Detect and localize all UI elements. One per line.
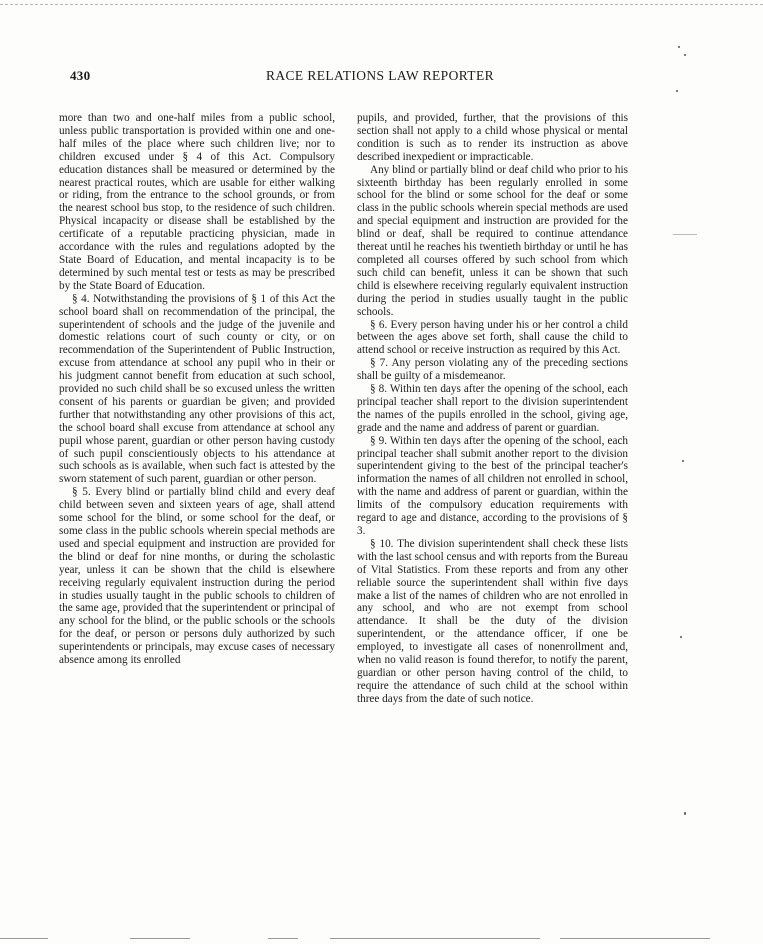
paragraph-section-5: § 5. Every blind or partially blind child and every deaf child between seven and sixteen years of age, shall attend some school for the blind, or some school for the deaf, or some class in the public schools wherein special methods are used and special equipment and instruction are provided for the blind or deaf for nine months, or during the scholastic year, unless it can be shown that the child is elsewhere receiving regularly equivalent instruction during the period in studies usually taught in the public schools to children of the same age, provided that the superintendent or principal of any school for the blind, or the public schools or the schools for the deaf, or person or persons duly authorized by such superintendents or principals, may excuse cases of necessary absence among its enrolled	[59, 486, 335, 667]
page-header	[60, 66, 700, 88]
scan-bottom-edge	[0, 938, 48, 939]
scan-speck	[673, 234, 697, 235]
paragraph-section-6: § 6. Every person having under his or her control a child between the ages above set forth, shall cause the child to attend school or receive instruction as required by this Act.	[357, 318, 628, 357]
paragraph-section-5-blind-deaf: Any blind or partially blind or deaf child who prior to his sixteenth birthday has been regularly enrolled in some school for the blind or some school for the deaf or some class in the public schools wherein special methods are used and special equipment and instruction are provided for the blind or deaf, shall be required to continue attendance thereat until he reaches his twentieth birthday or until he has completed all courses offered by such school from which such child can benefit, unless it can be shown that such child is elsewhere receiving regularly equivalent instruction during the period in studies usually taught in the public schools.	[357, 163, 628, 318]
paragraph-section-5-continued: pupils, and provided, further, that the provisions of this section shall not apply to a child whose physical or mental condition is such as to render its instruction as above described inexpedient or impracticable.	[357, 112, 628, 163]
running-title: RACE RELATIONS LAW REPORTER	[265, 68, 495, 83]
scan-speck	[680, 636, 682, 638]
page-number: 430	[70, 68, 91, 83]
scan-bottom-edge	[268, 938, 298, 939]
scan-bottom-edge	[130, 938, 190, 939]
scan-bottom-edge	[560, 938, 710, 939]
right-column	[357, 112, 628, 706]
paragraph-section-10: § 10. The division superintendent shall check these lists with the last school census and with reports from the Bureau of Vital Statistics. From these reports and from any other reliable source the superintendent shall within five days make a list of the names of children who are not enrolled in any school, and who are not exempt from school attendance. It shall be the duty of the division superintendent, or the attendance officer, if one be employed, to investigate all cases of nonenrollment and, when no valid reason is found therefor, to notify the parent, guardian or other person having control of the child, to require the attendance of such child at the school within three days from the date of such notice.	[357, 537, 628, 705]
paragraph-section-4: § 4. Notwithstanding the provisions of § 1 of this Act the school board shall on recommendation of the principal, the superintendent of schools and the judge of the juvenile and domestic relations court of such county or city, or on recommendation of the Superintendent of Public Instruction, excuse from attendance at school any pupil who in their or his judgment cannot benefit from education at such school, provided no such child shall be so excused unless the written consent of his parents or guardian be given; and provided further that notwithstanding any other provisions of this act, the school board shall excuse from attendance at school any pupil whose parent, guardian or other person having custody of such pupil conscientiously objects to his attendance at such schools as is available, when such fact is attested by the sworn statement of such parent, guardian or other person.	[59, 292, 335, 486]
scan-speck	[682, 460, 684, 462]
scan-speck	[676, 90, 678, 92]
scan-speck	[684, 54, 686, 56]
scan-top-edge	[0, 4, 763, 5]
paragraph-section-7: § 7. Any person violating any of the preceding sections shall be guilty of a misdemeanor.	[357, 357, 628, 383]
scan-bottom-edge	[330, 938, 540, 939]
paragraph-section-8: § 8. Within ten days after the opening of the school, each principal teacher shall report to the division superintendent the names of the pupils enrolled in the school, giving age, grade and the name and address of parent or guardian.	[357, 383, 628, 434]
scan-speck	[678, 46, 680, 48]
paragraph-continued: more than two and one-half miles from a public school, unless public transportation is provided within one and one-half miles of the place where such children live; nor to children excused under § 4 of this Act. Compulsory education distances shall be measured or determined by the nearest practical routes, which are usable for either walking or riding, from the entrance to the school grounds, or from the nearest school bus stop, to the residence of such children. Physical incapacity or disease shall be established by the certificate of a reputable practicing physician, made in accordance with the rules and regulations adopted by the State Board of Education, and mental incapacity is to be determined by such mental test or tests as may be prescribed by the State Board of Education.	[59, 112, 335, 292]
paragraph-section-9: § 9. Within ten days after the opening of the school, each principal teacher shall submit another report to the division superintendent giving to the best of the principal teacher's information the names of all children not enrolled in school, with the name and address of parent or guardian, within the limits of the compulsory education requirements with regard to age and distance, according to the provisions of § 3.	[357, 434, 628, 537]
left-column	[59, 112, 335, 667]
scan-speck	[684, 812, 686, 815]
